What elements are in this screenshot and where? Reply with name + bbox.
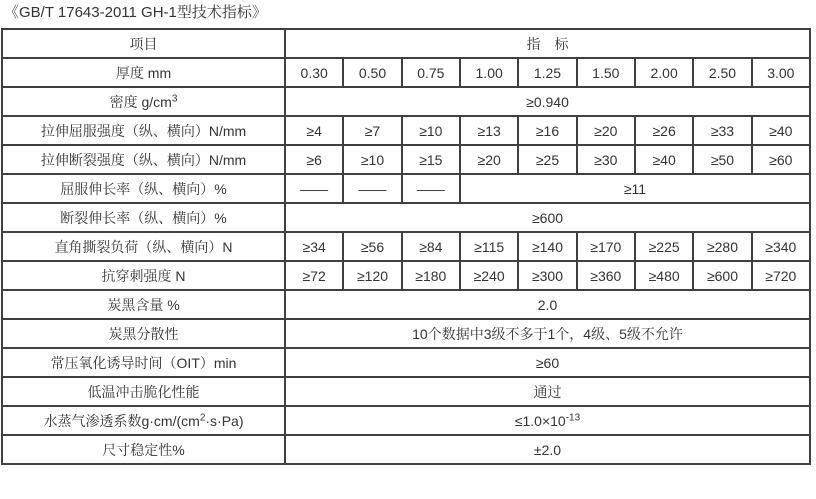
- value-cell-merged: ≥0.940: [285, 87, 810, 116]
- table-row: [2, 174, 810, 203]
- value-cell: ≥84: [402, 232, 460, 261]
- value-cell: ≥280: [693, 232, 751, 261]
- page-title: 《GB/T 17643-2011 GH-1型技术指标》: [4, 4, 267, 21]
- row-label: 水蒸气渗透系数$g\cdot cm/(cm^2\cdot s\cdot Pa)$: [2, 406, 285, 435]
- value-cell: ——: [402, 174, 460, 203]
- value-cell-merged: 10个数据中3级不多于1个，4级、5级不允许: [285, 319, 810, 348]
- value-cell-merged: 2.0: [285, 290, 810, 319]
- value-cell: ≥20: [460, 145, 518, 174]
- table-row: [2, 319, 810, 348]
- value-cell: ≥34: [285, 232, 343, 261]
- value-cell: 0.50: [343, 58, 401, 87]
- row-label: 常压氧化诱导时间（OIT）min: [2, 348, 285, 377]
- table-row: [2, 116, 810, 145]
- value-cell: ≥50: [693, 145, 751, 174]
- value-cell: ≥56: [343, 232, 401, 261]
- value-cell: ≥115: [460, 232, 518, 261]
- table-row: [2, 203, 810, 232]
- value-cell: ≥10: [343, 145, 401, 174]
- value-cell: ≥600: [693, 261, 751, 290]
- value-cell: ≥170: [577, 232, 635, 261]
- row-label: 拉伸断裂强度（纵、横向）N/mm: [2, 145, 285, 174]
- value-cell: ≥7: [343, 116, 401, 145]
- value-cell: 1.50: [577, 58, 635, 87]
- row-label: 抗穿刺强度 N: [2, 261, 285, 290]
- value-cell: ≥15: [402, 145, 460, 174]
- row-label: 断裂伸长率（纵、横向）%: [2, 203, 285, 232]
- row-label: 直角撕裂负荷（纵、横向）N: [2, 232, 285, 261]
- value-cell-merged: $\le 1.0\times 10^{-13}$: [285, 406, 810, 435]
- value-cell-merged: ≥600: [285, 203, 810, 232]
- table-row: [2, 377, 810, 406]
- value-cell: ≥6: [285, 145, 343, 174]
- value-cell: ≥140: [518, 232, 576, 261]
- header-row: [2, 29, 810, 58]
- value-cell-merged: ≥60: [285, 348, 810, 377]
- value-cell: ≥180: [402, 261, 460, 290]
- row-label: 低温冲击脆化性能: [2, 377, 285, 406]
- spec-table: [1, 28, 811, 465]
- table-row: [2, 261, 810, 290]
- value-cell: 1.00: [460, 58, 518, 87]
- row-label: 屈服伸长率（纵、横向）%: [2, 174, 285, 203]
- value-cell: 2.50: [693, 58, 751, 87]
- value-cell: ≥72: [285, 261, 343, 290]
- table-row: [2, 406, 810, 435]
- value-cell: ——: [285, 174, 343, 203]
- value-cell: 3.00: [752, 58, 810, 87]
- value-cell: ≥300: [518, 261, 576, 290]
- value-cell: ≥225: [635, 232, 693, 261]
- value-cell-merged: ≥11: [460, 174, 810, 203]
- value-cell: ≥33: [693, 116, 751, 145]
- value-cell: ≥340: [752, 232, 810, 261]
- table-row: [2, 87, 810, 116]
- value-cell: ≥720: [752, 261, 810, 290]
- value-cell: ≥26: [635, 116, 693, 145]
- value-cell: ≥240: [460, 261, 518, 290]
- value-cell: ≥480: [635, 261, 693, 290]
- value-cell: 0.30: [285, 58, 343, 87]
- header-indicator-label: 指 标: [285, 29, 810, 58]
- table-row: [2, 232, 810, 261]
- value-cell: ≥13: [460, 116, 518, 145]
- row-label: 炭黑分散性: [2, 319, 285, 348]
- row-label: 炭黑含量 %: [2, 290, 285, 319]
- value-cell: ≥40: [752, 116, 810, 145]
- value-cell: ——: [343, 174, 401, 203]
- row-label: 密度 $g/cm^3$: [2, 87, 285, 116]
- row-label: 厚度 mm: [2, 58, 285, 87]
- value-cell: 2.00: [635, 58, 693, 87]
- value-cell: 1.25: [518, 58, 576, 87]
- value-cell: ≥16: [518, 116, 576, 145]
- table-row: [2, 435, 810, 464]
- value-cell: ≥120: [343, 261, 401, 290]
- row-label: 尺寸稳定性%: [2, 435, 285, 464]
- table-row: [2, 348, 810, 377]
- value-cell: ≥25: [518, 145, 576, 174]
- value-cell-merged: 通过: [285, 377, 810, 406]
- value-cell: ≥360: [577, 261, 635, 290]
- header-item-label: 项目: [2, 29, 285, 58]
- value-cell: ≥20: [577, 116, 635, 145]
- value-cell: ≥30: [577, 145, 635, 174]
- table-body: [2, 58, 810, 464]
- value-cell: ≥40: [635, 145, 693, 174]
- value-cell: ≥60: [752, 145, 810, 174]
- value-cell: ≥10: [402, 116, 460, 145]
- value-cell: 0.75: [402, 58, 460, 87]
- table-row: [2, 145, 810, 174]
- value-cell: ≥4: [285, 116, 343, 145]
- value-cell-merged: ±2.0: [285, 435, 810, 464]
- table-row: [2, 58, 810, 87]
- table-row: [2, 290, 810, 319]
- row-label: 拉伸屈服强度（纵、横向）N/mm: [2, 116, 285, 145]
